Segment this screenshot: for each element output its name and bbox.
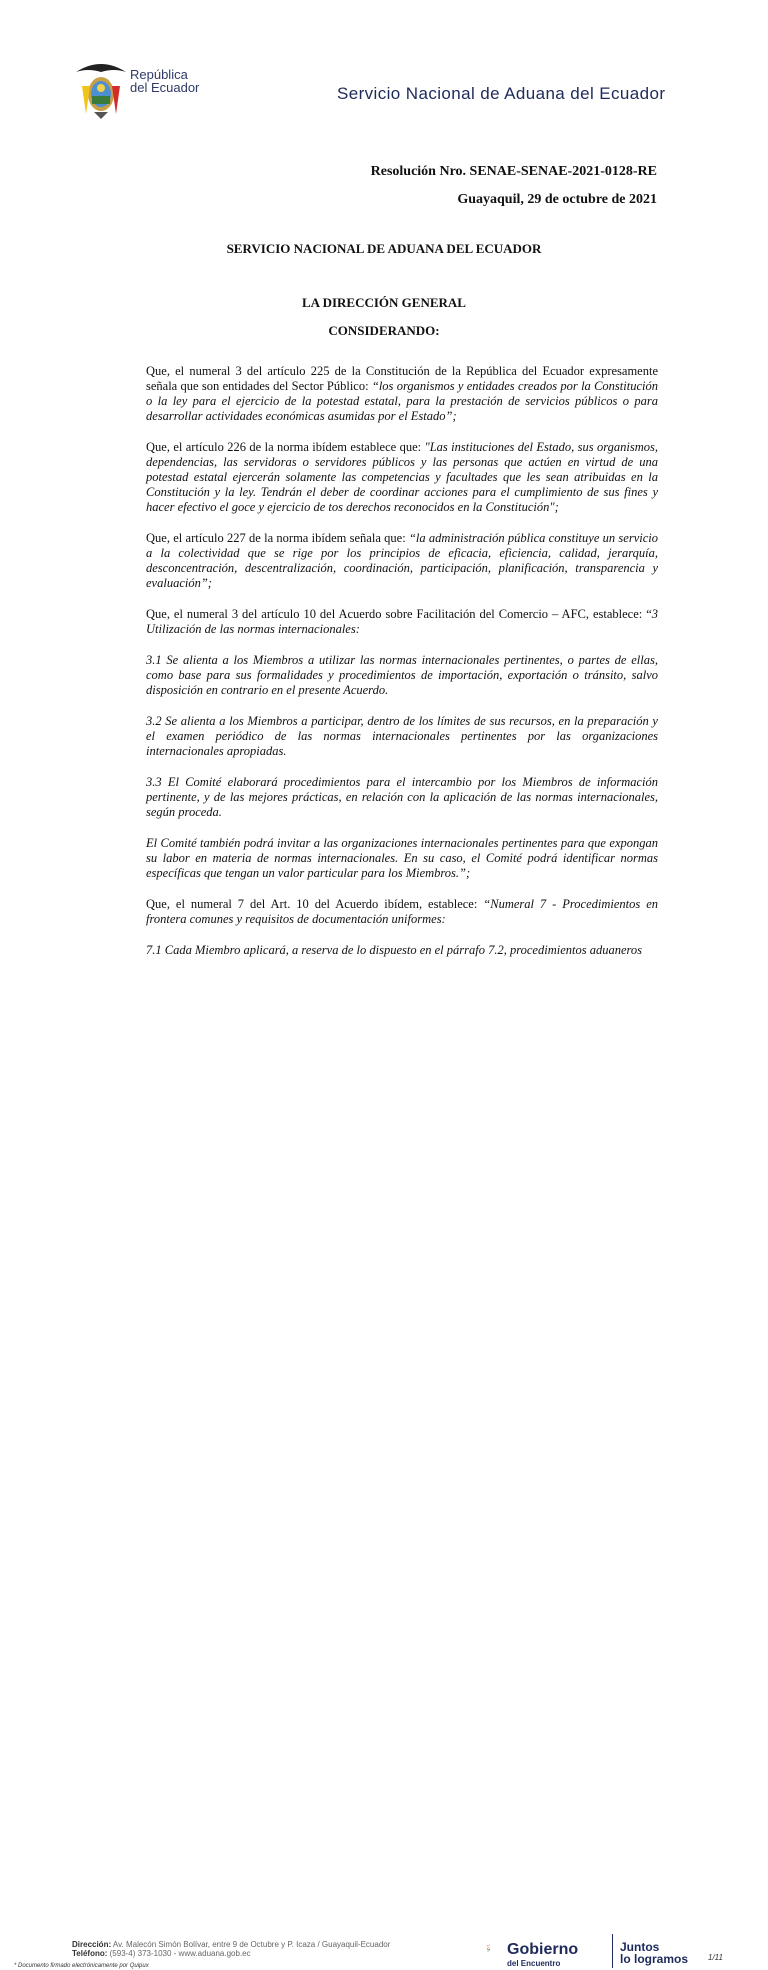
- phone-label: Teléfono:: [72, 1949, 108, 1958]
- paragraph: [146, 897, 658, 927]
- paragraph: [146, 714, 658, 759]
- paragraph: [146, 364, 658, 424]
- page-number: 1/11: [708, 1953, 723, 1962]
- slogan-line1: Juntos: [620, 1940, 660, 1954]
- paragraph-quote: 3.1 Se alienta a los Miembros a utilizar las normas internacionales pertinentes, o partes de ellas, como base para sus formalidades y procedimientos de importación, exportación o tránsito, salvo disposición en contrario en el presente Acuerdo.: [146, 653, 658, 697]
- paragraph: [146, 531, 658, 591]
- gobierno-subtitle: del Encuentro: [507, 1959, 561, 1968]
- document-body: [146, 364, 658, 974]
- paragraph-text: Que, el artículo 227 de la norma ibídem señala que:: [146, 531, 409, 545]
- paragraph-text: Que, el numeral 7 del Art. 10 del Acuerdo ibídem, establece:: [146, 897, 484, 911]
- paragraph-quote: “los organismos y entidades creados por la Constitución o la ley para el ejercicio de la potestad estatal, para la prestación de servicios públicos o para desarrollar actividades económicas asumidas por el Estado”;: [146, 379, 658, 423]
- paragraph: [146, 653, 658, 698]
- resolution-number: Resolución Nro. SENAE-SENAE-2021-0128-RE: [370, 164, 657, 179]
- paragraph-quote: 3.3 El Comité elaborará procedimientos para el intercambio por los Miembros de información pertinente, y de las mejores prácticas, en relación con la aplicación de las normas internacionales, según proceda.: [146, 775, 658, 819]
- signature-note: * Documento firmado electrónicamente por Quipux: [14, 1963, 149, 1969]
- paragraph-quote: El Comité también podrá invitar a las organizaciones internacionales pertinentes para que expongan su labor en materia de normas internacionales. En su caso, el Comité podrá identificar normas específicas que tengan un valor particular para los Miembros.”;: [146, 836, 658, 880]
- paragraph-quote: 7.1 Cada Miembro aplicará, a reserva de lo dispuesto en el párrafo 7.2, procedimientos aduaneros: [146, 943, 643, 957]
- republic-line2: del Ecuador: [130, 80, 200, 95]
- paragraph-text: Que, el numeral 3 del artículo 225 de la Constitución de la República del Ecuador expresamente señala que son entidades del Sector Público:: [146, 364, 658, 393]
- document-footer: [0, 960, 768, 1969]
- phone-text: (593-4) 373-1030 - www.aduana.gob.ec: [107, 1949, 251, 1958]
- address-label: Dirección:: [72, 1940, 112, 1949]
- slogan: [620, 1941, 688, 1965]
- gobierno-title: Gobierno: [507, 1941, 579, 1958]
- institution-title: SERVICIO NACIONAL DE ADUANA DEL ECUADOR: [226, 241, 542, 256]
- paragraph: [146, 836, 658, 881]
- paragraph-quote: “Numeral 7 - Procedimientos en frontera comunes y requisitos de documentación uniformes:: [146, 897, 659, 926]
- paragraph: [146, 943, 658, 958]
- agency-name: Servicio Nacional de Aduana del Ecuador: [337, 84, 666, 103]
- paragraph: [146, 775, 658, 820]
- footer-divider: [612, 1934, 613, 1968]
- paragraph: [146, 440, 658, 515]
- paragraph-quote: "Las instituciones del Estado, sus organismos, dependencias, las servidoras o servidores públicos y las personas que actúen en virtud de una potestad estatal ejercerán solamente las competencias y facultades que les sean atribuidas en la Constitución y la ley. Tendrán el deber de coordinar acciones para el cumplimiento de sus fines y hacer efectivo el goce y ejercicio de tos derechos reconocidos en la Constitución";: [146, 440, 658, 514]
- paragraph-text: Que, el numeral 3 del artículo 10 del Acuerdo sobre Facilitación del Comercio – AFC, establece: “: [146, 607, 652, 621]
- document-header: [0, 0, 768, 130]
- paragraph-quote: 3 Utilización de las normas internacionales:: [146, 607, 658, 636]
- address-text: Av. Malecón Simón Bolívar, entre 9 de Octubre y P. Icaza / Guayaquil-Ecuador: [111, 1940, 391, 1949]
- republic-logo-text: [130, 68, 199, 94]
- paragraph: [146, 607, 658, 637]
- republic-line1: República: [130, 67, 188, 82]
- considering-title: CONSIDERANDO:: [328, 323, 440, 338]
- footer-address: [72, 1940, 390, 1958]
- paragraph-quote: 3.2 Se alienta a los Miembros a participar, dentro de los límites de sus recursos, en la preparación y el examen periódico de las normas internacionales pertinentes por las organizaciones internacionales apropiadas.: [146, 714, 658, 758]
- slogan-line2: lo logramos: [620, 1952, 689, 1966]
- direction-title: LA DIRECCIÓN GENERAL: [302, 295, 466, 310]
- place-date: Guayaquil, 29 de octubre de 2021: [457, 192, 657, 207]
- ecuador-coat-of-arms-icon: [72, 58, 130, 120]
- paragraph-quote: “la administración pública constituye un servicio a la colectividad que se rige por los principios de eficacia, eficiencia, calidad, jerarquía, desconcentración, descentralización, coordinación, participación, planificación, transparencia y evaluación”;: [146, 531, 658, 590]
- paragraph-text: Que, el artículo 226 de la norma ibídem establece que:: [146, 440, 425, 454]
